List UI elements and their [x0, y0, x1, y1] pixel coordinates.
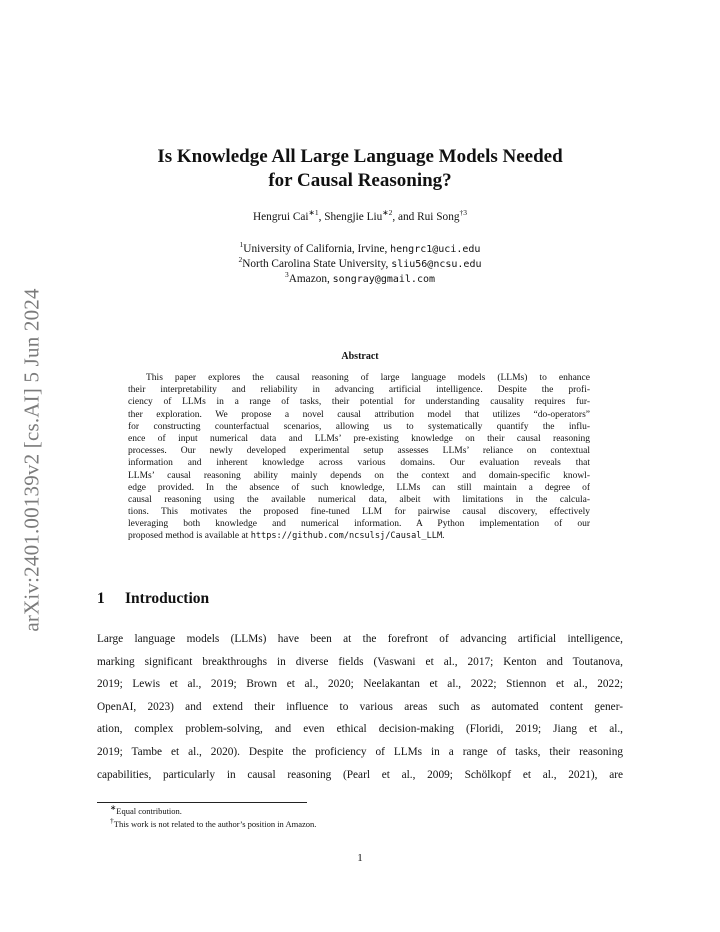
abstract-line: tions. This motivates the proposed fine-tuned LLM for pairwise causal discovery, effectively — [128, 507, 590, 518]
body-line: capabilities, particularly in causal reasoning (Pearl et al., 2009; Schölkopf et al., 2021), are — [97, 768, 623, 781]
body-line: 2019; Tambe et al., 2020). Despite the proficiency of LLMs in a range of tasks, their reasoning — [97, 745, 623, 758]
email-link[interactable]: sliu56@ncsu.edu — [391, 259, 482, 270]
author-separator: , — [318, 211, 325, 223]
affiliation-number: 2 — [238, 255, 243, 265]
abstract-text: . — [442, 531, 445, 542]
code-repository-link[interactable]: https://github.com/ncsulsj/Causal_LLM — [250, 531, 443, 542]
paper-title — [90, 145, 630, 193]
body-line: marking significant breakthroughs in diverse fields (Vaswani et al., 2017; Kenton and Toutanova, — [97, 655, 623, 668]
body-line: 2019; Lewis et al., 2019; Brown et al., 2020; Neelakantan et al., 2022; Stiennon et al., 2022; — [97, 678, 623, 691]
author-mark: ∗1 — [308, 208, 319, 218]
abstract-line: causal reasoning using the available numerical data, albeit with limitations in the calcula- — [128, 494, 590, 505]
affiliation — [90, 242, 630, 257]
body-line: Large language models (LLMs) have been at the forefront of advancing artificial intelligence, — [97, 633, 623, 645]
abstract-line: edge provided. In the absence of such knowledge, LLMs can still maintain a degree of — [128, 482, 590, 493]
footnote-text: This work is not related to the author’s position in Amazon. — [113, 819, 317, 829]
author-separator: , and — [392, 211, 418, 223]
abstract-line: LLMs’ causal reasoning ability mainly depends on the context and domain-specific knowl- — [128, 470, 590, 481]
title-line-2: for Causal Reasoning? — [268, 170, 452, 191]
abstract-line: This paper explores the causal reasoning of large language models (LLMs) to enhance — [146, 373, 590, 383]
affiliation-number: 1 — [239, 240, 244, 250]
affiliation-number: 3 — [284, 270, 289, 280]
footnote — [110, 803, 182, 816]
introduction-body — [97, 628, 623, 786]
arxiv-stamp: arXiv:2401.00139v2 [cs.AI] 5 Jun 2024 — [19, 288, 44, 632]
abstract-line: leveraging both knowledge and numerical information. A Python implementation of our — [128, 519, 590, 530]
abstract-line: for constructing counterfactual scenarios, allowing us to systematically quantify the influ- — [128, 421, 590, 432]
footnote-mark: ∗ — [110, 803, 117, 813]
footnote — [110, 816, 317, 829]
affiliation-text: Amazon, — [288, 273, 333, 285]
section-title: Introduction — [125, 590, 210, 607]
author-mark: ∗2 — [382, 208, 393, 218]
section-heading — [97, 590, 209, 608]
title-line-1: Is Knowledge All Large Language Models Needed — [157, 146, 563, 167]
footnote-mark: † — [110, 816, 114, 826]
section-number: 1 — [97, 590, 105, 607]
page-number: 1 — [357, 852, 363, 864]
abstract-line: their interpretability and reliability in advancing artificial intelligence. Despite the profi- — [128, 385, 590, 396]
body-line: ation, complex problem-solving, and even ethical decision-making (Floridi, 2019; Jiang et al., — [97, 723, 623, 736]
body-line: OpenAI, 2023) and extend their influence to various areas such as automated content gener- — [97, 700, 623, 713]
footnote-text: Equal contribution. — [116, 806, 182, 816]
email-link[interactable]: songray@gmail.com — [332, 274, 436, 285]
author-mark: †3 — [459, 208, 467, 218]
abstract-line: ence of input numerical data and LLMs’ pre-existing knowledge on their causal reasoning — [128, 433, 590, 444]
abstract-body — [128, 372, 590, 543]
abstract-line-last — [128, 530, 590, 542]
affiliation — [90, 272, 630, 287]
author-name: Shengjie Liu — [324, 211, 383, 223]
abstract-line: processes. Our newly developed experimental setup assesses LLMs’ reliance on contextual — [128, 446, 590, 457]
author-list — [90, 208, 630, 223]
abstract-line: ciency of LLMs in a range of tasks, their potential for understanding causality requires fur- — [128, 397, 590, 408]
affiliation-text: North Carolina State University, — [242, 258, 392, 270]
affiliation-list — [90, 242, 630, 287]
email-link[interactable]: hengrc1@uci.edu — [390, 244, 481, 255]
affiliation — [90, 257, 630, 272]
author-name: Hengrui Cai — [253, 211, 309, 223]
abstract-text: proposed method is available at — [128, 531, 251, 542]
abstract-heading: Abstract — [341, 351, 379, 362]
affiliation-text: University of California, Irvine, — [243, 243, 391, 255]
abstract-line: information and inherent knowledge across various domains. Our evaluation reveals that — [128, 458, 590, 469]
footnote-divider — [97, 802, 307, 803]
author-name: Rui Song — [417, 211, 460, 223]
abstract-line: ther exploration. We propose a novel causal attribution model that utilizes “do-operators” — [128, 409, 590, 420]
